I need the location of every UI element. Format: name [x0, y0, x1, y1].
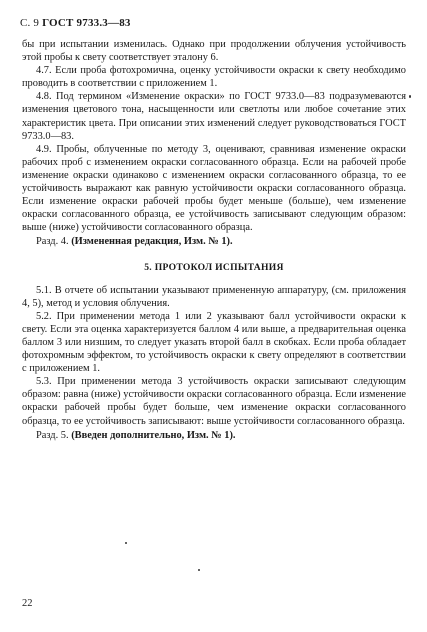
paragraph-5-3: 5.3. При применении метода 3 устойчивость окраски записывают следующим образом: равна (ниже) устойчивости окраски согласованного образца. Если изменение окраски рабочей пробы будет больше, чем изменение окраски согласованного образца, то ее устойчивость записывают: выше устойчивости согласованного образца. — [22, 376, 406, 427]
page-header — [20, 17, 131, 29]
scan-speck — [409, 95, 411, 98]
document-body — [22, 38, 406, 442]
section-5-note — [22, 429, 406, 442]
scan-speck — [198, 569, 200, 571]
paragraph-continuation: бы при испытании изменилась. Однако при продолжении облучения устойчивость этой пробы к свету соответствует эталону 6. — [22, 39, 406, 64]
paragraph-4-9: 4.9. Пробы, облученные по методу 3, оценивают, сравнивая изменение окраски рабочих проб с изменением окраски согласованного образца. Если на рабочей пробе изменение окраски одинаково с изменением окраски согласованного образца, то ее устойчивость выражают как равную устойчивости окраски согласованного образца. Если изменение окраски рабочей пробы будет меньше (больше), чем изменение окраски согласованного образца, ее устойчивость записывают следующим образом: выше (ниже) устойчивости согласованного образца. — [22, 143, 406, 234]
page-number: 22 — [22, 598, 33, 609]
paragraph-5-2: 5.2. При применении метода 1 или 2 указывают балл устойчивости окраски к свету. Если эта оценка характеризуется баллом 4 или выше, а предварительная оценка баллом 3 или низшим, то следует указать второй балл в скобках. Если проба обладает фотохромным эффектом, то устойчивость окраски к свету определяют в соответствии с приложением 1. — [22, 310, 406, 375]
page-prefix: С. 9 — [20, 17, 40, 29]
section-heading: 5. ПРОТОКОЛ ИСПЫТАНИЯ — [144, 261, 284, 273]
section-4-note-bold: (Измененная редакция, Изм. № 1). — [71, 236, 233, 248]
section-4-note — [22, 235, 406, 248]
scan-speck — [125, 542, 127, 544]
paragraph-5-1: 5.1. В отчете об испытании указывают примененную аппаратуру, (см. приложения 4, 5), метод и условия облучения. — [22, 284, 406, 309]
standard-number: ГОСТ 9733.3—83 — [42, 17, 131, 29]
section-4-note-prefix: Разд. 4. — [36, 236, 69, 248]
paragraph-4-7: 4.7. Если проба фотохромична, оценку устойчивости окраски к свету необходимо проводить в соответствии с приложением 1. — [22, 65, 406, 90]
section-5-note-bold: (Введен дополнительно, Изм. № 1). — [71, 429, 236, 441]
paragraph-4-8: 4.8. Под термином «Изменение окраски» по ГОСТ 9733.0—83 подразумеваются изменения цветового тона, насыщенности или светлоты или любое сочетание этих характеристик цвета. При описании этих изменений следует руководствоваться ГОСТ 9733.0—83. — [22, 91, 406, 142]
section-5-note-prefix: Разд. 5. — [36, 429, 69, 441]
